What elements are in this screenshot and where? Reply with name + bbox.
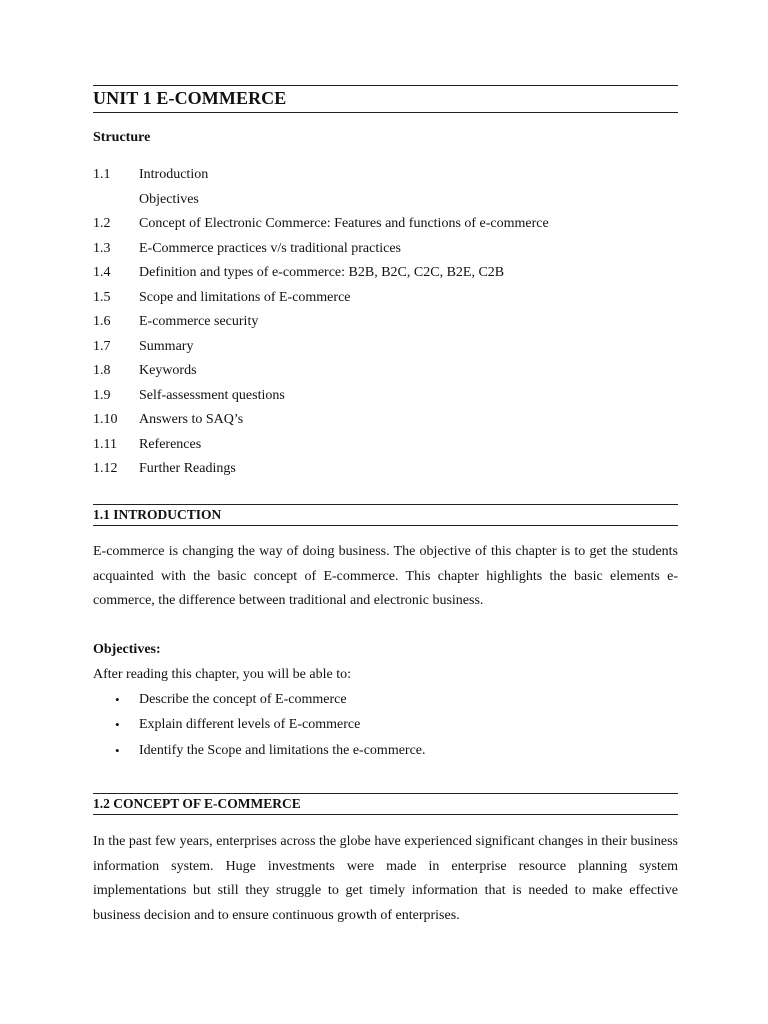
toc-item-label: Answers to SAQ’s: [139, 412, 244, 427]
toc-item: [93, 411, 678, 436]
toc-item: [93, 264, 678, 289]
toc-item: [93, 289, 678, 314]
toc-item-label: Summary: [139, 338, 194, 354]
toc-item-number: 1.9: [93, 387, 111, 403]
list-item-text: Identify the Scope and limitations the e-commerce.: [139, 742, 426, 758]
list-item: [93, 716, 678, 741]
toc-item-label: Self-assessment questions: [139, 387, 285, 403]
toc-item-number: 1.2: [93, 216, 111, 231]
introduction-paragraph: E-commerce is changing the way of doing business. The objective of this chapter is to get the students acquainted with the basic concept of E-commerce. This chapter highlights the basic elements e-commerce, the difference between traditional and electronic business.: [93, 544, 678, 608]
toc-item: [93, 240, 678, 265]
toc-item-label: Keywords: [139, 363, 197, 378]
objectives-intro: After reading this chapter, you will be able to:: [93, 667, 351, 682]
list-item-text: Describe the concept of E-commerce: [139, 692, 347, 707]
toc-item-label: Concept of Electronic Commerce: Features and functions of e-commerce: [139, 216, 549, 231]
section-heading: 1.1 INTRODUCTION: [93, 507, 222, 522]
unit-header-bar: [93, 85, 678, 113]
section-heading-bar: [93, 793, 678, 815]
toc-item-number: 1.12: [93, 461, 118, 476]
toc-item-number: 1.6: [93, 314, 111, 329]
toc-item-number: 1.5: [93, 289, 111, 305]
toc-item-label: E-Commerce practices v/s traditional practices: [139, 240, 402, 256]
toc-item-label: Scope and limitations of E-commerce: [139, 289, 351, 305]
unit-title: UNIT 1 E-COMMERCE: [93, 88, 287, 108]
bullet-icon: •: [115, 742, 120, 758]
toc-item-number: 1.7: [93, 338, 111, 354]
toc-item: [93, 362, 678, 387]
concept-paragraph: In the past few years, enterprises across the globe have experienced significant changes in their business information system. Huge investments were made in enterprise resource planning system implementations but still they struggle to get timely information that is needed to make effective business decision and to ensure continuous growth of enterprises.: [93, 834, 678, 923]
toc-item: [93, 338, 678, 363]
list-item: [93, 742, 678, 767]
toc-item-label: References: [139, 436, 202, 452]
list-item: [93, 691, 678, 716]
toc-item-number: 1.4: [93, 265, 111, 280]
table-of-contents: [93, 166, 678, 485]
toc-item-number: 1.1: [93, 167, 111, 182]
toc-item: [93, 215, 678, 240]
objectives-heading: Objectives:: [93, 642, 161, 657]
toc-item-label: E-commerce security: [139, 314, 259, 329]
bullet-icon: •: [115, 717, 120, 733]
section-heading: 1.2 CONCEPT OF E-COMMERCE: [93, 796, 301, 811]
toc-item-number: 1.3: [93, 240, 111, 256]
toc-item-label: Introduction: [139, 167, 209, 182]
toc-item: [93, 166, 678, 191]
list-item-text: Explain different levels of E-commerce: [139, 717, 361, 733]
toc-item-label: Objectives: [139, 191, 199, 207]
structure-heading: Structure: [93, 130, 151, 145]
toc-item: [93, 460, 678, 485]
toc-item: [93, 313, 678, 338]
section-heading-bar: [93, 504, 678, 526]
toc-item: [93, 436, 678, 461]
bullet-icon: •: [115, 692, 120, 707]
toc-item-label: Further Readings: [139, 461, 236, 476]
toc-item-number: 1.8: [93, 363, 111, 378]
toc-item: [93, 387, 678, 412]
toc-item-label: Definition and types of e-commerce: B2B, B2C, C2C, B2E, C2B: [139, 265, 505, 280]
objectives-list: [93, 691, 678, 767]
toc-item: [93, 191, 678, 216]
toc-item-number: 1.11: [93, 436, 117, 452]
toc-item-number: 1.10: [93, 412, 118, 427]
